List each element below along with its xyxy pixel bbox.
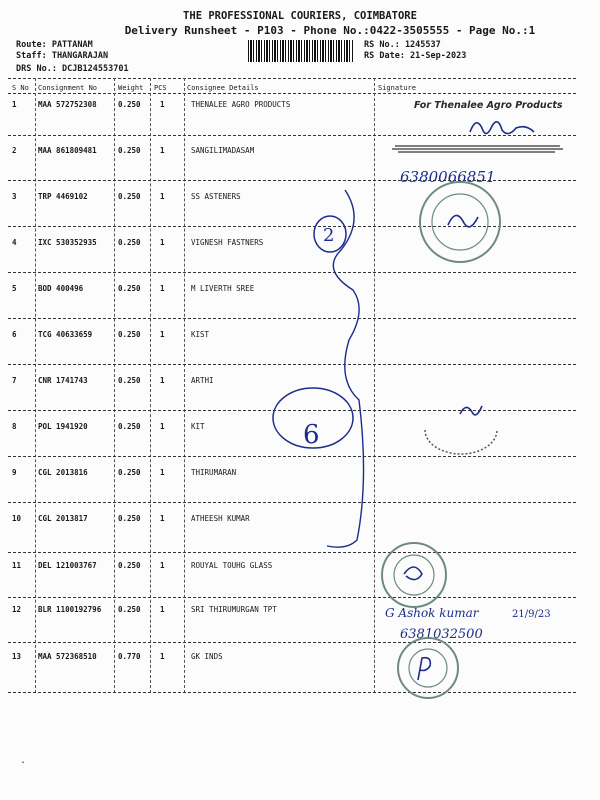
row-12-pcs: 1 bbox=[160, 605, 165, 614]
row-9-consignee: THIRUMARAN bbox=[191, 468, 237, 477]
row-6-consignee: KIST bbox=[191, 330, 210, 339]
col-header-signature: Signature bbox=[378, 84, 416, 92]
row-divider bbox=[8, 456, 576, 457]
row-2-strikeout bbox=[392, 146, 563, 152]
row-12-consignee: SRI THIRUMURGAN TPT bbox=[191, 605, 277, 614]
row-divider bbox=[8, 364, 576, 365]
col-header-consignment: Consignment No bbox=[38, 84, 98, 92]
row-1-sno: 1 bbox=[12, 100, 17, 109]
row-2-phone-note: 6380066851 bbox=[400, 168, 496, 186]
row-7-consignee: ARTHI bbox=[191, 376, 214, 385]
col-separator bbox=[184, 78, 185, 693]
row-6-consignment: TCG 40633659 bbox=[38, 330, 93, 339]
row-9-sno: 9 bbox=[12, 468, 17, 477]
row-divider bbox=[8, 502, 576, 503]
table-bottom-rule bbox=[8, 692, 576, 693]
row-4-sno: 4 bbox=[12, 238, 17, 247]
row-13-pcs: 1 bbox=[160, 652, 165, 661]
col-header-weight: Weight bbox=[118, 84, 144, 92]
col-separator bbox=[35, 78, 36, 693]
circled-count-b bbox=[273, 388, 353, 448]
row-12-date: 21/9/23 bbox=[512, 609, 551, 620]
col-header-sno: S No bbox=[12, 84, 29, 92]
staff-label: Staff: THANGARAJAN bbox=[16, 51, 109, 61]
row-divider bbox=[8, 226, 576, 227]
row-divider bbox=[8, 135, 576, 136]
row-12-consignment: BLR 1100192796 bbox=[38, 605, 102, 614]
row-11-consignment: DEL 121003767 bbox=[38, 561, 97, 570]
row-5-consignee: M LIVERTH SREE bbox=[191, 284, 255, 293]
row-8-stamp bbox=[425, 406, 497, 454]
row-6-sno: 6 bbox=[12, 330, 17, 339]
row-7-weight: 0.250 bbox=[118, 376, 141, 385]
row-3-pcs: 1 bbox=[160, 192, 165, 201]
row-11-pcs: 1 bbox=[160, 561, 165, 570]
circled-count-a-text: 2 bbox=[323, 225, 335, 246]
row-divider bbox=[8, 410, 576, 411]
row-2-sno: 2 bbox=[12, 146, 17, 155]
row-3-consignment: TRP 4469102 bbox=[38, 192, 88, 201]
row-3-round-stamp bbox=[420, 182, 500, 262]
row-13-sno: 13 bbox=[12, 652, 22, 661]
company-stamp-text: For Thenalee Agro Products bbox=[414, 100, 563, 111]
row-5-sno: 5 bbox=[12, 284, 17, 293]
row-10-pcs: 1 bbox=[160, 514, 165, 523]
row-12-receiver-name: G Ashok kumar bbox=[385, 606, 479, 620]
row-1-pcs: 1 bbox=[160, 100, 165, 109]
row-11-consignee: ROUYAL TOUHG GLASS bbox=[191, 561, 273, 570]
barcode-image bbox=[248, 40, 354, 62]
row-8-consignment: POL 1941920 bbox=[38, 422, 88, 431]
row-2-consignment: MAA 861809481 bbox=[38, 146, 97, 155]
row-8-consignee: KIT bbox=[191, 422, 205, 431]
row-13-consignee: GK INDS bbox=[191, 652, 223, 661]
route-label: Route: PATTANAM bbox=[16, 40, 93, 50]
circled-count-a bbox=[314, 216, 346, 252]
circled-count-b-text: 6 bbox=[303, 420, 320, 450]
drs-label: DRS No.: DCJB124553701 bbox=[16, 64, 129, 74]
row-8-weight: 0.250 bbox=[118, 422, 141, 431]
row-7-consignment: CNR 1741743 bbox=[38, 376, 88, 385]
row-2-weight: 0.250 bbox=[118, 146, 141, 155]
row-1-consignee: THENALEE AGRO PRODUCTS bbox=[191, 100, 291, 109]
bracket-line bbox=[327, 190, 364, 547]
row-divider bbox=[8, 642, 576, 643]
row-10-weight: 0.250 bbox=[118, 514, 141, 523]
row-5-weight: 0.250 bbox=[118, 284, 141, 293]
row-13-weight: 0.770 bbox=[118, 652, 141, 661]
row-8-pcs: 1 bbox=[160, 422, 165, 431]
row-5-pcs: 1 bbox=[160, 284, 165, 293]
row-1-consignment: MAA 572752308 bbox=[38, 100, 97, 109]
row-divider bbox=[8, 552, 576, 553]
row-4-consignment: IXC 530352935 bbox=[38, 238, 97, 247]
col-separator bbox=[150, 78, 151, 693]
row-13-round-stamp bbox=[398, 638, 458, 698]
row-7-pcs: 1 bbox=[160, 376, 165, 385]
row-4-weight: 0.250 bbox=[118, 238, 141, 247]
table-header-rule bbox=[8, 93, 576, 94]
company-title: THE PROFESSIONAL COURIERS, COIMBATORE bbox=[183, 10, 417, 22]
row-4-pcs: 1 bbox=[160, 238, 165, 247]
row-6-pcs: 1 bbox=[160, 330, 165, 339]
row-13-consignment: MAA 572368510 bbox=[38, 652, 97, 661]
row-3-sno: 3 bbox=[12, 192, 17, 201]
row-12-weight: 0.250 bbox=[118, 605, 141, 614]
runsheet-title: Delivery Runsheet - P103 - Phone No.:0422-3505555 - Page No.:1 bbox=[124, 24, 536, 37]
row-9-weight: 0.250 bbox=[118, 468, 141, 477]
row-8-sno: 8 bbox=[12, 422, 17, 431]
row-1-weight: 0.250 bbox=[118, 100, 141, 109]
row-divider bbox=[8, 318, 576, 319]
row-11-sno: 11 bbox=[12, 561, 22, 570]
row-divider bbox=[8, 597, 576, 598]
row-6-weight: 0.250 bbox=[118, 330, 141, 339]
scan-speck: . bbox=[20, 755, 27, 766]
col-separator bbox=[114, 78, 115, 693]
row-3-weight: 0.250 bbox=[118, 192, 141, 201]
rs-date: RS Date: 21-Sep-2023 bbox=[364, 51, 467, 61]
row-10-sno: 10 bbox=[12, 514, 22, 523]
row-12-sno: 12 bbox=[12, 605, 22, 614]
col-header-consignee: Consignee Details bbox=[187, 84, 259, 92]
row-11-weight: 0.250 bbox=[118, 561, 141, 570]
row-4-consignee: VIGNESH FASTNERS bbox=[191, 238, 264, 247]
row-12-phone: 6381032500 bbox=[400, 627, 483, 642]
row-9-consignment: CGL 2013816 bbox=[38, 468, 88, 477]
col-separator bbox=[374, 78, 375, 693]
table-top-rule bbox=[8, 78, 576, 79]
row-2-pcs: 1 bbox=[160, 146, 165, 155]
row-10-consignee: ATHEESH KUMAR bbox=[191, 514, 250, 523]
row-9-pcs: 1 bbox=[160, 468, 165, 477]
rs-number: RS No.: 1245537 bbox=[364, 40, 441, 50]
row-2-consignee: SANGILIMADASAM bbox=[191, 146, 255, 155]
row-3-consignee: SS ASTENERS bbox=[191, 192, 241, 201]
row-divider bbox=[8, 272, 576, 273]
row-10-consignment: CGL 2013817 bbox=[38, 514, 88, 523]
row-1-signature bbox=[470, 122, 534, 134]
col-header-pcs: PCS bbox=[154, 84, 167, 92]
row-5-consignment: BOD 400496 bbox=[38, 284, 84, 293]
row-divider bbox=[8, 180, 576, 181]
row-7-sno: 7 bbox=[12, 376, 17, 385]
